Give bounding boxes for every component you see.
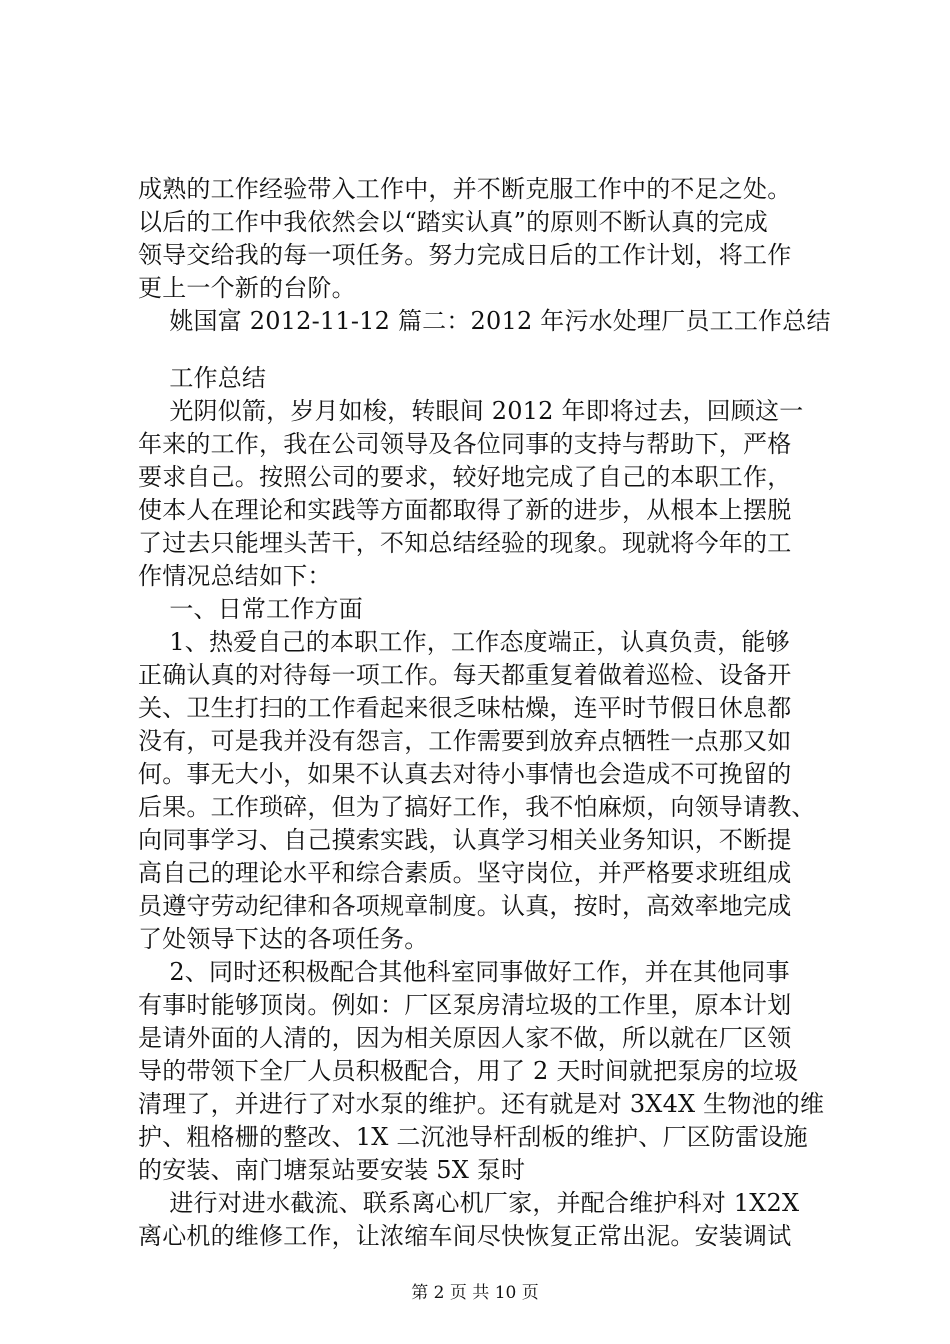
- text-line: 了过去只能埋头苦干，不知总结经验的现象。现就将今年的工: [138, 529, 792, 557]
- text-line: 年来的工作，我在公司领导及各位同事的支持与帮助下，严格: [138, 430, 792, 458]
- text-line: 关、卫生打扫的工作看起来很乏味枯燥，连平时节假日休息都: [138, 694, 792, 722]
- text-line: 正确认真的对待每一项工作。每天都重复着做着巡检、设备开: [138, 661, 792, 689]
- text-line: 更上一个新的台阶。: [138, 274, 356, 302]
- text-line: 使本人在理论和实践等方面都取得了新的进步，从根本上摆脱: [138, 496, 792, 524]
- text-line: 光阴似箭，岁月如梭，转眼间 2012 年即将过去，回顾这一: [138, 397, 804, 425]
- text-line: 离心机的维修工作，让浓缩车间尽快恢复正常出泥。安装调试: [138, 1222, 792, 1250]
- text-line: 领导交给我的每一项任务。努力完成日后的工作计划，将工作: [138, 241, 792, 269]
- text-line: 成熟的工作经验带入工作中，并不断克服工作中的不足之处。: [138, 175, 792, 203]
- text-line: 作情况总结如下：: [138, 562, 332, 590]
- text-line: 后果。工作琐碎，但为了搞好工作，我不怕麻烦，向领导请教、: [138, 793, 816, 821]
- text-line: 以后的工作中我依然会以“踏实认真”的原则不断认真的完成: [138, 208, 768, 236]
- text-line: 1、热爱自己的本职工作，工作态度端正，认真负责，能够: [138, 628, 790, 656]
- text-line: 高自己的理论水平和综合素质。坚守岗位，并严格要求班组成: [138, 859, 792, 887]
- text-line: 要求自己。按照公司的要求，较好地完成了自己的本职工作，: [138, 463, 792, 491]
- subsection-heading: 一、日常工作方面: [138, 595, 363, 623]
- text-line: 2、同时还积极配合其他科室同事做好工作，并在其他同事: [138, 958, 790, 986]
- signature-and-heading-line: 姚国富 2012-11-12 篇二：2012 年污水处理厂员工工作总结: [138, 307, 831, 335]
- text-line: 导的带领下全厂人员积极配合，用了 2 天时间就把泵房的垃圾: [138, 1057, 799, 1085]
- text-line: 的安装、南门塘泵站要安装 5X 泵时: [138, 1156, 526, 1184]
- text-line: 向同事学习、自己摸索实践，认真学习相关业务知识，不断提: [138, 826, 792, 854]
- page-number-footer: 第 2 页 共 10 页: [411, 1283, 539, 1303]
- section-title: 工作总结: [138, 364, 267, 392]
- text-line: 有事时能够顶岗。例如：厂区泵房清垃圾的工作里，原本计划: [138, 991, 792, 1019]
- text-line: 进行对进水截流、联系离心机厂家，并配合维护科对 1X2X: [138, 1189, 800, 1217]
- text-line: 是请外面的人清的，因为相关原因人家不做，所以就在厂区领: [138, 1024, 792, 1052]
- text-line: 清理了，并进行了对水泵的维护。还有就是对 3X4X 生物池的维: [138, 1090, 825, 1118]
- text-line: 没有，可是我并没有怨言，工作需要到放弃点牺牲一点那又如: [138, 727, 792, 755]
- text-line: 何。事无大小，如果不认真去对待小事情也会造成不可挽留的: [138, 760, 792, 788]
- text-line: 护、粗格栅的整改、1X 二沉池导杆刮板的维护、厂区防雷设施: [138, 1123, 808, 1151]
- text-line: 员遵守劳动纪律和各项规章制度。认真，按时，高效率地完成: [138, 892, 792, 920]
- text-line: 了处领导下达的各项任务。: [138, 925, 429, 953]
